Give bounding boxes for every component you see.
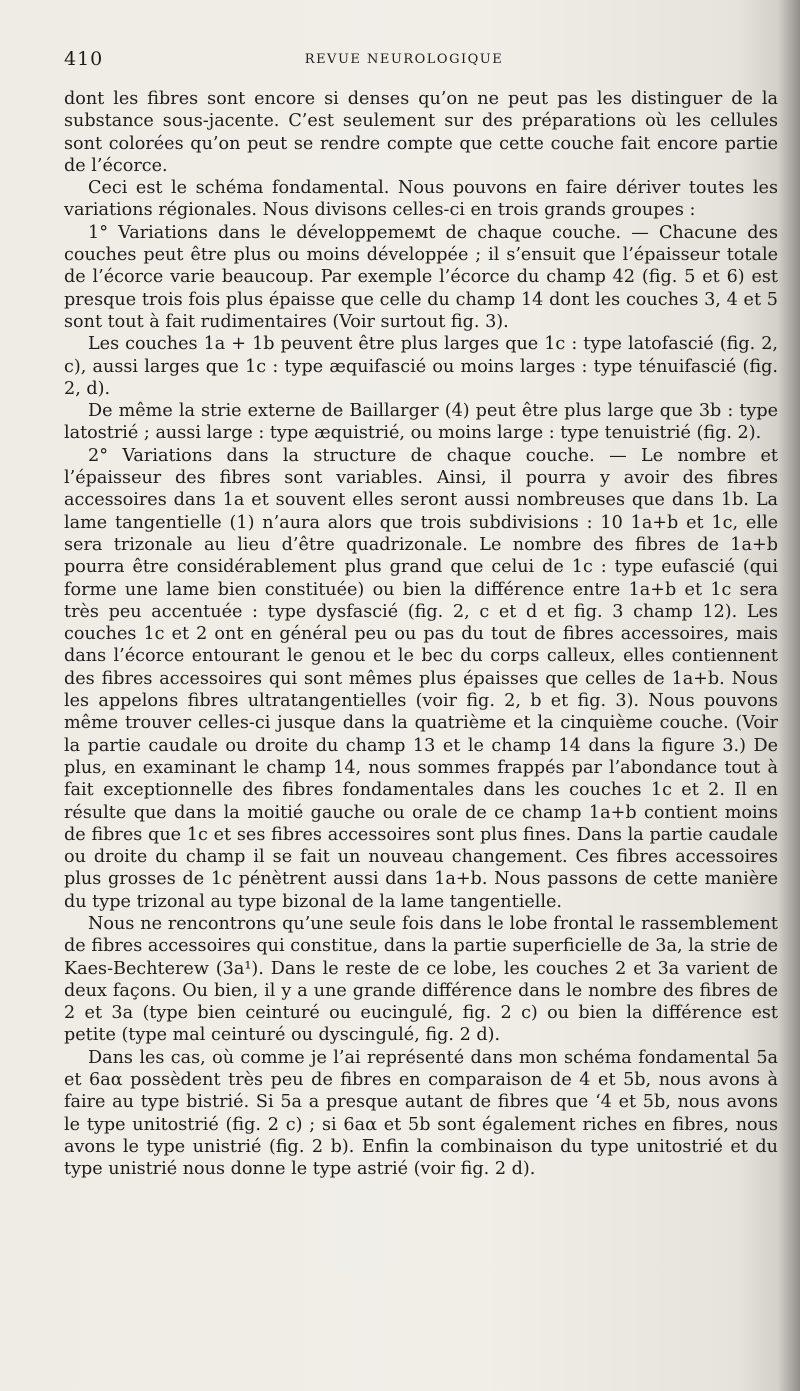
paragraph: dont les fibres sont encore si denses qu’on ne peut pas les distinguer de la substance sous-jacente. C’est seulement sur des préparations où les cellules sont colorées qu’on peut se rendre compte que cette couche fait encore partie de l’écorce. [64,89,778,176]
paragraph: Dans les cas, où comme je l’ai représenté dans mon schéma fondamental 5a et 6aα possèdent très peu de fibres en comparaison de 4 et 5b, nous avons à faire au type bistrié. Si 5a a presque autant de fibres que ‘4 et 5b, nous avons le type unitostrié (fig. 2 c) ; si 6aα et 5b sont également riches en fibres, nous avons le type unistrié (fig. 2 b). Enfin la combinaison du type unitostrié et du type unistrié nous donne le type astrié (voir fig. 2 d). [64,1047,778,1180]
paragraph: Nous ne rencontrons qu’une seule fois dans le lobe frontal le rassemblement de fibres accessoires qui constitue, dans la partie superficielle de 3a, la strie de Kaes-Bechterew (3a¹). Dans le reste de ce lobe, les couches 2 et 3a varient de deux façons. Ou bien, il y a une grande différence dans le nombre des fibres de 2 et 3a (type bien ceinturé ou eucingulé, fig. 2 c) ou bien la différence est petite (type mal ceinturé ou dyscingulé, fig. 2 d). [64,913,778,1046]
paragraph: 2° Variations dans la structure de chaque couche. — Le nombre et l’épaisseur des fibres sont variables. Ainsi, il pourra y avoir des fibres accessoires dans 1a et souvent elles seront aussi nombreuses que dans 1b. La lame tangentielle (1) n’aura alors que trois subdivisions : 10 1a+b et 1c, elle sera trizonale au lieu d’être quadrizonale. Le nombre des fibres de 1a+b pourra être considérablement plus grand que celui de 1c : type eufascié (qui forme une lame bien constituée) ou bien la différence entre 1a+b et 1c sera très peu accentuée : type dysfascié (fig. 2, c et d et fig. 3 champ 12). Les couches 1c et 2 ont en général peu ou pas du tout de fibres accessoires, mais dans l’écorce entourant le genou et le bec du corps calleux, elles contiennent des fibres accessoires qui sont mêmes plus épaisses que celles de 1a+b. Nous les appelons fibres ultratangentielles (voir fig. 2, b et fig. 3). Nous pouvons même trouver celles-ci jusque dans la quatrième et la cinquième couche. (Voir la partie caudale ou droite du champ 13 et le champ 14 dans la figure 3.) De plus, en examinant le champ 14, nous sommes frappés par l’abondance tout à fait exceptionnelle des fibres fondamentales dans les couches 1c et 2. Il en résulte que dans la moitié gauche ou orale de ce champ 1a+b contient moins de fibres que 1c et ses fibres accessoires sont plus fines. Dans la partie caudale ou droite du champ il se fait un nouveau changement. Ces fibres accessoires plus grosses de 1c pénètrent aussi dans 1a+b. Nous passons de cette manière du type trizonal au type bizonal de la lame tangentielle. [64,445,778,912]
page-edge-shadow [778,0,800,1391]
running-head: REVUE NEUROLOGIQUE [304,52,504,67]
body-text [64,88,778,1181]
paragraph: 1° Variations dans le développemeмt de chaque couche. — Chacune des couches peut être plus ou moins développée ; il s’ensuit que l’épaisseur totale de l’écorce varie beaucoup. Par exemple l’écorce du champ 42 (fig. 5 et 6) est presque trois fois plus épaisse que celle du champ 14 dont les couches 3, 4 et 5 sont tout à fait rudimentaires (Voir surtout fig. 3). [64,222,778,332]
page-number: 410 [64,48,104,70]
paragraph: De même la strie externe de Baillarger (4) peut être plus large que 3b : type latostrié ; aussi large : type æquistrié, ou moins large : type tenuistrié (fig. 2). [64,401,778,444]
page-header [64,48,744,72]
paragraph: Les couches 1a + 1b peuvent être plus larges que 1c : type latofascié (fig. 2, c), aussi larges que 1c : type æquifascié ou moins larges : type ténuifascié (fig. 2, d). [64,334,778,399]
paragraph: Ceci est le schéma fondamental. Nous pouvons en faire dériver toutes les variations régionales. Nous divisons celles-ci en trois grands groupes : [64,178,778,221]
